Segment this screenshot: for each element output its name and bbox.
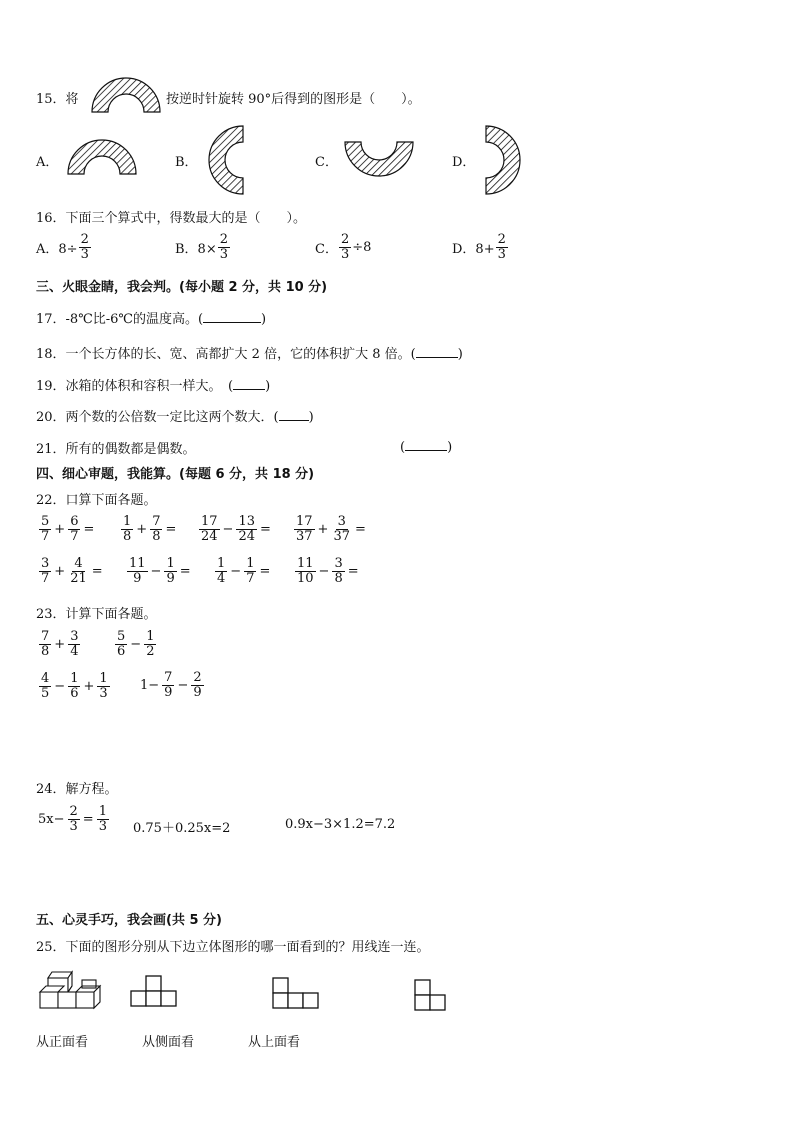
math-expression: 5x− $\frac{2}{3}$ = $\frac{1}{3}$ (38, 804, 107, 834)
fraction: $\frac{2}{3}$ (219, 232, 228, 262)
q16-stem: 16．下面三个算式中，得数最大的是（ ）。 (36, 211, 307, 226)
q19: 19．冰箱的体积和容积一样大。 ( ) (36, 379, 271, 394)
q25-stem: 25．下面的图形分别从下边立体图形的哪一面看到的？用线连一连。 (36, 940, 430, 955)
q24-stem: 24．解方程。 (36, 782, 118, 797)
fraction: $\frac{1}{2}$ (146, 629, 155, 659)
fraction: $\frac{2}{3}$ (497, 232, 506, 262)
option-b-arch-icon[interactable] (205, 124, 245, 196)
q23-row-2 (38, 671, 228, 700)
option-d-arch-icon[interactable] (484, 124, 524, 196)
section-3-heading: 三、火眼金睛，我会判。(每小题 2 分，共 10 分) (36, 280, 328, 295)
q15-option-a-label: A． (36, 155, 59, 170)
math-expression: 1− $\frac{7}{9}$ − $\frac{2}{9}$ (140, 670, 202, 700)
math-expression: $\frac{17}{24}$ − $\frac{13}{24}$ = (201, 514, 271, 544)
view-label-top: 从上面看 (248, 1035, 301, 1050)
answer-blank[interactable] (405, 438, 447, 451)
fraction: $\frac{17}{37}$ (296, 514, 313, 544)
equation-2: 0.75＋0.25x=2 (133, 821, 231, 836)
answer-blank[interactable] (416, 345, 458, 358)
fraction: $\frac{17}{24}$ (201, 514, 218, 544)
q15-option-b-label: B． (175, 155, 198, 170)
fraction: $\frac{5}{7}$ (41, 514, 50, 544)
q23-stem: 23．计算下面各题。 (36, 607, 157, 622)
fraction: $\frac{2}{3}$ (80, 232, 89, 262)
math-expression: $\frac{3}{7}$ + $\frac{4}{21}$ = (41, 556, 103, 586)
math-expression: $\frac{1}{8}$ + $\frac{7}{8}$ = (123, 514, 177, 544)
math-expression: $\frac{7}{8}$ + $\frac{3}{4}$ (41, 629, 79, 659)
math-expression: $\frac{5}{7}$ + $\frac{6}{7}$ = (41, 514, 95, 544)
fraction: $\frac{7}{9}$ (164, 670, 173, 700)
fraction: $\frac{1}{3}$ (98, 804, 107, 834)
fraction: $\frac{6}{7}$ (70, 514, 79, 544)
option-a-arch-icon[interactable] (66, 136, 138, 176)
option-c-arch-icon[interactable] (343, 140, 415, 180)
q15-stem-prefix: 15．将 (36, 92, 79, 107)
fraction: $\frac{1}{6}$ (70, 671, 79, 701)
fraction: $\frac{2}{3}$ (340, 232, 350, 262)
q22-stem: 22．口算下面各题。 (36, 493, 157, 508)
fraction: $\frac{5}{6}$ (117, 629, 126, 659)
view-front-shape-icon[interactable] (130, 974, 178, 1012)
q20: 20．两个数的公倍数一定比这两个数大．( ) (36, 410, 314, 425)
q15-option-c-label: C． (315, 155, 338, 170)
section-4-heading: 四、细心审题，我能算。(每题 6 分，共 18 分) (36, 467, 315, 482)
q15-option-d-label: D． (452, 155, 476, 170)
answer-blank[interactable] (233, 377, 265, 390)
fraction: $\frac{3}{8}$ (334, 556, 343, 586)
q21-answer: ( ) (400, 440, 453, 455)
fraction: $\frac{1}{7}$ (246, 556, 255, 586)
q23-row-1 (38, 629, 194, 658)
q16-option-a[interactable]: A．8÷ $\frac{2}{3}$ (36, 232, 89, 262)
q15-stem-suffix: 按逆时针旋转 90°后得到的图形是（ ）。 (166, 92, 421, 107)
fraction: $\frac{7}{8}$ (41, 629, 50, 659)
math-expression: $\frac{11}{10}$ − $\frac{3}{8}$ = (297, 556, 359, 586)
answer-blank[interactable] (279, 408, 309, 421)
view-side-shape-icon[interactable] (272, 976, 320, 1014)
fraction: $\frac{3}{7}$ (41, 556, 50, 586)
math-expression: $\frac{4}{5}$ − $\frac{1}{6}$ + $\frac{1}{3}$ (41, 671, 108, 701)
math-expression: $\frac{5}{6}$ − $\frac{1}{2}$ (117, 629, 155, 659)
fraction: $\frac{1}{4}$ (217, 556, 226, 586)
q16-option-c[interactable]: C． $\frac{2}{3}$ ÷8 (315, 232, 372, 262)
fraction: $\frac{2}{9}$ (193, 670, 202, 700)
fraction: $\frac{11}{9}$ (129, 556, 146, 586)
fraction: $\frac{4}{5}$ (41, 671, 50, 701)
view-label-front: 从正面看 (36, 1035, 89, 1050)
section-5-heading: 五、心灵手巧，我会画(共 5 分) (36, 913, 222, 928)
fraction: $\frac{3}{37}$ (333, 514, 350, 544)
q17: 17．-8℃比-6℃的温度高。( ) (36, 312, 267, 327)
fraction: $\frac{1}{9}$ (166, 556, 175, 586)
q16-option-d[interactable]: D．8+ $\frac{2}{3}$ (452, 232, 506, 262)
fraction: $\frac{2}{3}$ (69, 804, 78, 834)
answer-blank[interactable] (203, 310, 261, 323)
fraction: $\frac{4}{21}$ (70, 556, 87, 586)
fraction: $\frac{13}{24}$ (238, 514, 255, 544)
equation-3: 0.9x−3×1.2=7.2 (285, 817, 396, 832)
fraction: $\frac{1}{8}$ (123, 514, 132, 544)
fraction: $\frac{11}{10}$ (297, 556, 314, 586)
fraction: $\frac{3}{4}$ (70, 629, 79, 659)
q22-row-1 (38, 514, 383, 543)
view-label-side: 从侧面看 (142, 1035, 195, 1050)
q21: 21．所有的偶数都是偶数。 (36, 442, 196, 457)
arch-shape-icon (90, 76, 162, 114)
q22-row-2 (38, 556, 384, 585)
q16-option-b[interactable]: B．8× $\frac{2}{3}$ (175, 232, 228, 262)
q18: 18．一个长方体的长、宽、高都扩大 2 倍，它的体积扩大 8 倍。( ) (36, 347, 463, 362)
fraction: $\frac{7}{8}$ (152, 514, 161, 544)
equation-1 (36, 805, 110, 833)
math-expression: $\frac{1}{4}$ − $\frac{1}{7}$ = (217, 556, 271, 586)
view-top-shape-icon[interactable] (414, 978, 448, 1016)
math-expression: $\frac{11}{9}$ − $\frac{1}{9}$ = (129, 556, 191, 586)
math-expression: $\frac{17}{37}$ + $\frac{3}{37}$ = (296, 514, 366, 544)
solid-figure-icon (38, 968, 102, 1012)
fraction: $\frac{1}{3}$ (99, 671, 108, 701)
